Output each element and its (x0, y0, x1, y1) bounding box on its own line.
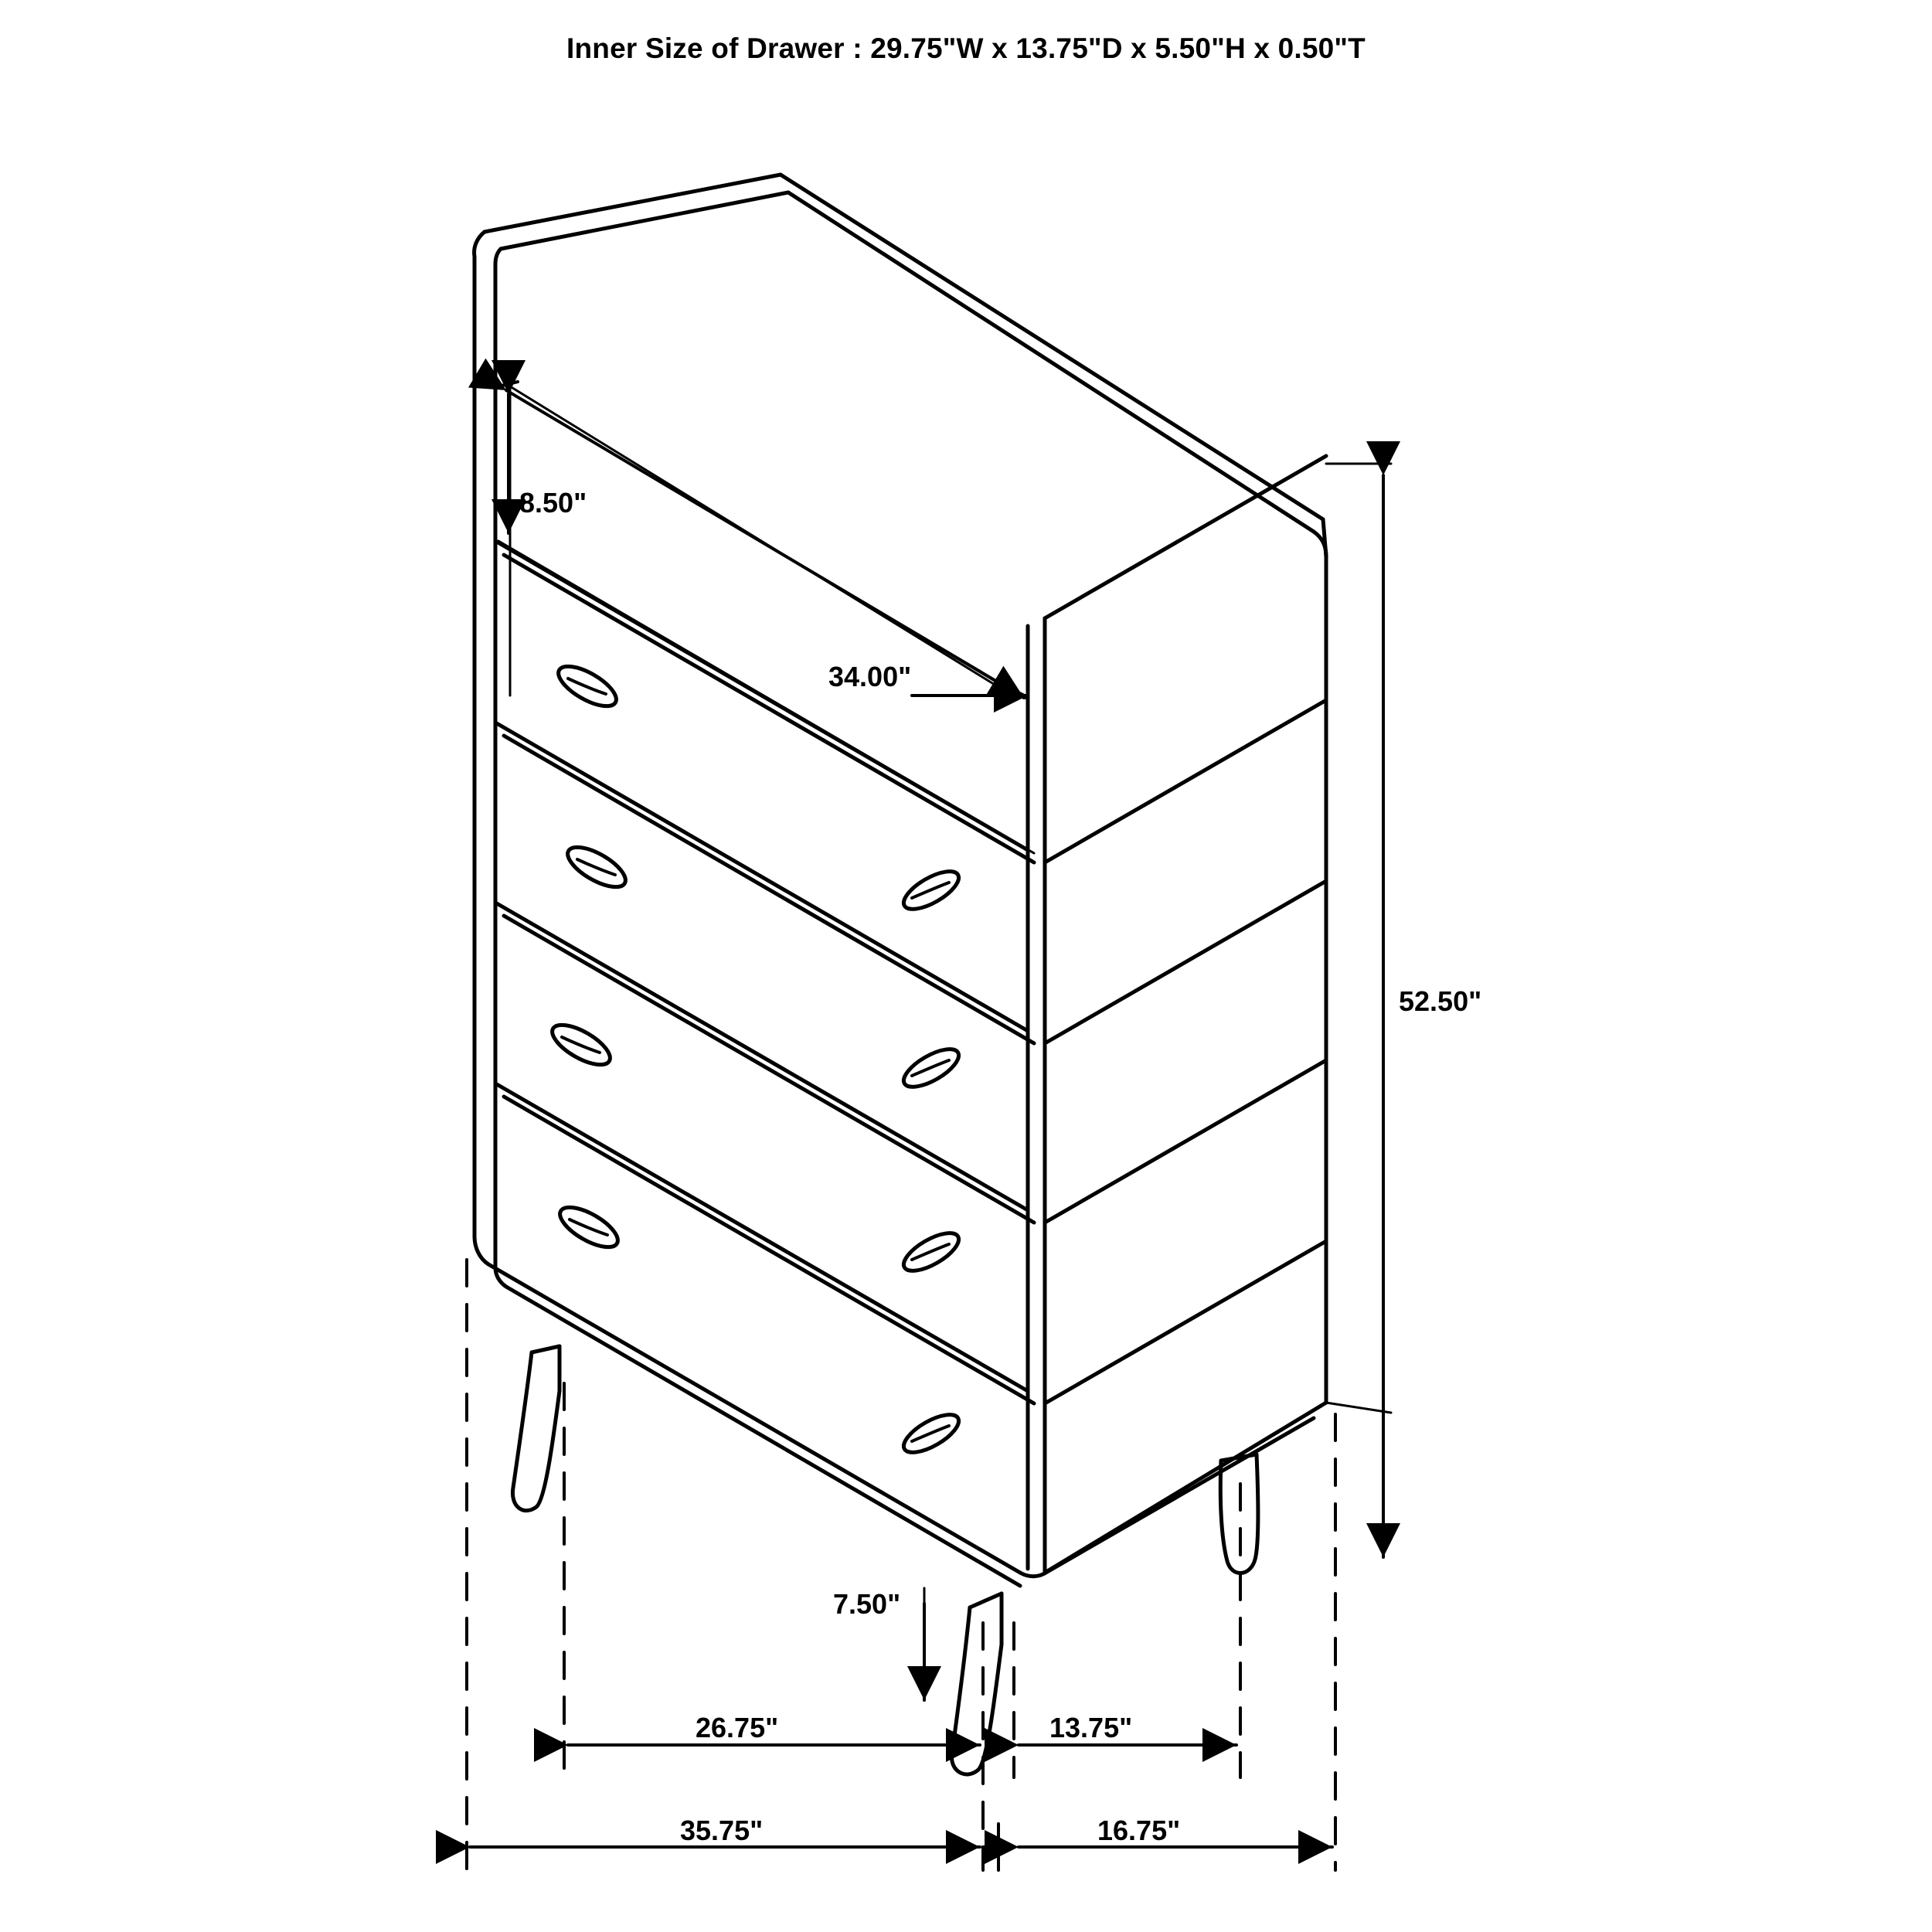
drawer-handle-front-2 (562, 839, 631, 894)
drawer-handle-side-2 (898, 1042, 964, 1094)
drawer-handle-side-1 (898, 864, 964, 917)
leg-front-center (952, 1594, 1002, 1774)
dim-52-50 (1326, 464, 1391, 1557)
label-overall-height: 52.50" (1399, 985, 1482, 1017)
label-overall-front-span: 35.75" (680, 1815, 764, 1846)
label-top-depth: 34.00" (828, 661, 912, 692)
side-drawer-divider-lines (1045, 700, 1326, 1403)
extension-lines (467, 1260, 1335, 1870)
leg-front-left (512, 1346, 560, 1511)
chest-top-panel (474, 175, 1326, 684)
label-leg-height: 7.50" (833, 1588, 901, 1620)
chest-side-face (1045, 456, 1326, 1573)
drawer-handle-front-4 (554, 1199, 624, 1254)
drawer-handle-side-3 (898, 1226, 964, 1278)
label-side-depth: 13.75" (1049, 1712, 1133, 1743)
label-overall-side-span: 16.75" (1097, 1815, 1181, 1846)
page-title: Inner Size of Drawer : 29.75"W x 13.75"D x 5.50"H x 0.50"T (566, 32, 1366, 64)
drawer-handle-front-1 (553, 658, 622, 713)
label-top-to-first-drawer: 8.50" (519, 487, 587, 519)
label-front-width: 26.75" (696, 1712, 779, 1743)
drawer-divider-lines (495, 541, 1034, 1403)
dim-center-tick (983, 1824, 1014, 1870)
drawer-handle-front-3 (546, 1017, 616, 1072)
drawer-handle-side-4 (898, 1407, 964, 1460)
